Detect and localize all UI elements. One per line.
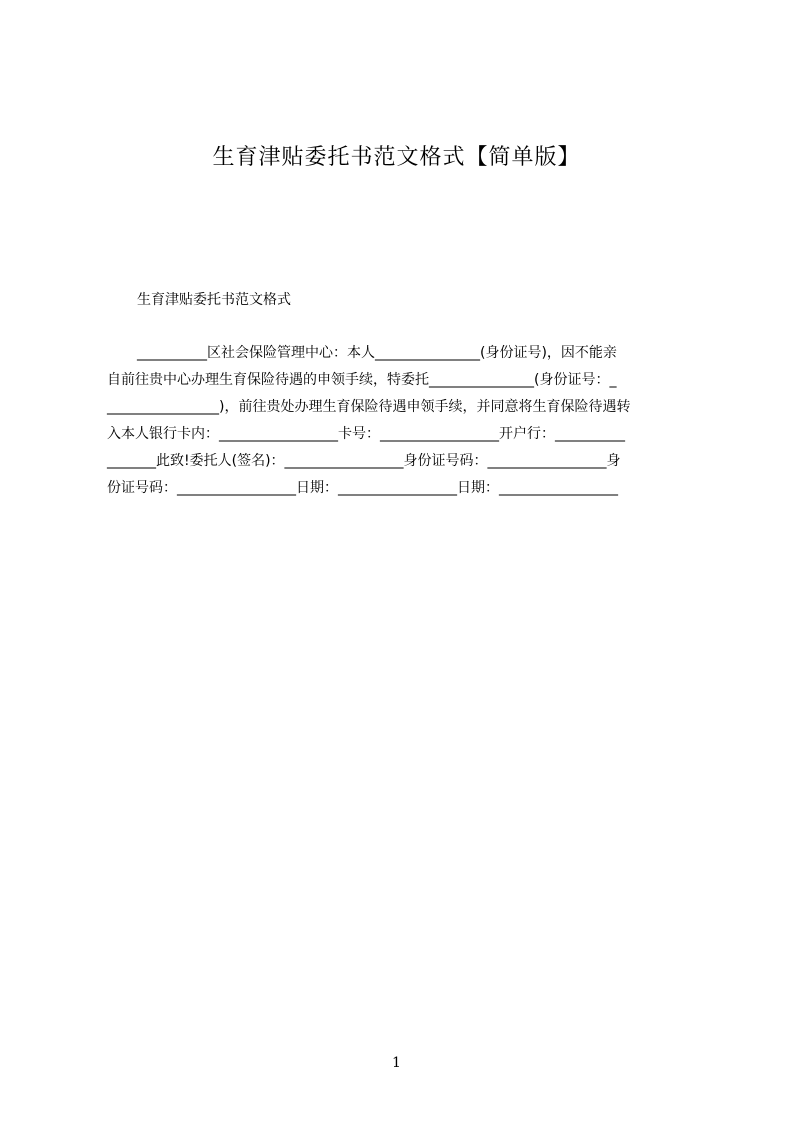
body-line: 份证号码：_________________日期：_________________日期：_________________ (107, 480, 618, 496)
document-subtitle: 生育津贴委托书范文格式 (137, 292, 291, 308)
body-line: 自前往贵中心办理生育保险待遇的申领手续，特委托_______________(身份证号：_ (107, 372, 617, 388)
body-line: _______此致!委托人(签名)：_________________身份证号码：_________________身 (107, 453, 621, 469)
body-line: 入本人银行卡内：_________________卡号：_________________开户行：__________ (107, 426, 625, 442)
body-line: __________区社会保险管理中心：本人_______________(身份证号)，因不能亲 (137, 345, 617, 361)
page-number: 1 (392, 1055, 401, 1071)
body-line: ________________)，前往贵处办理生育保险待遇申领手续，并同意将生育保险待遇转 (107, 399, 631, 415)
document-title: 生育津贴委托书范文格式【简单版】 (212, 145, 581, 170)
